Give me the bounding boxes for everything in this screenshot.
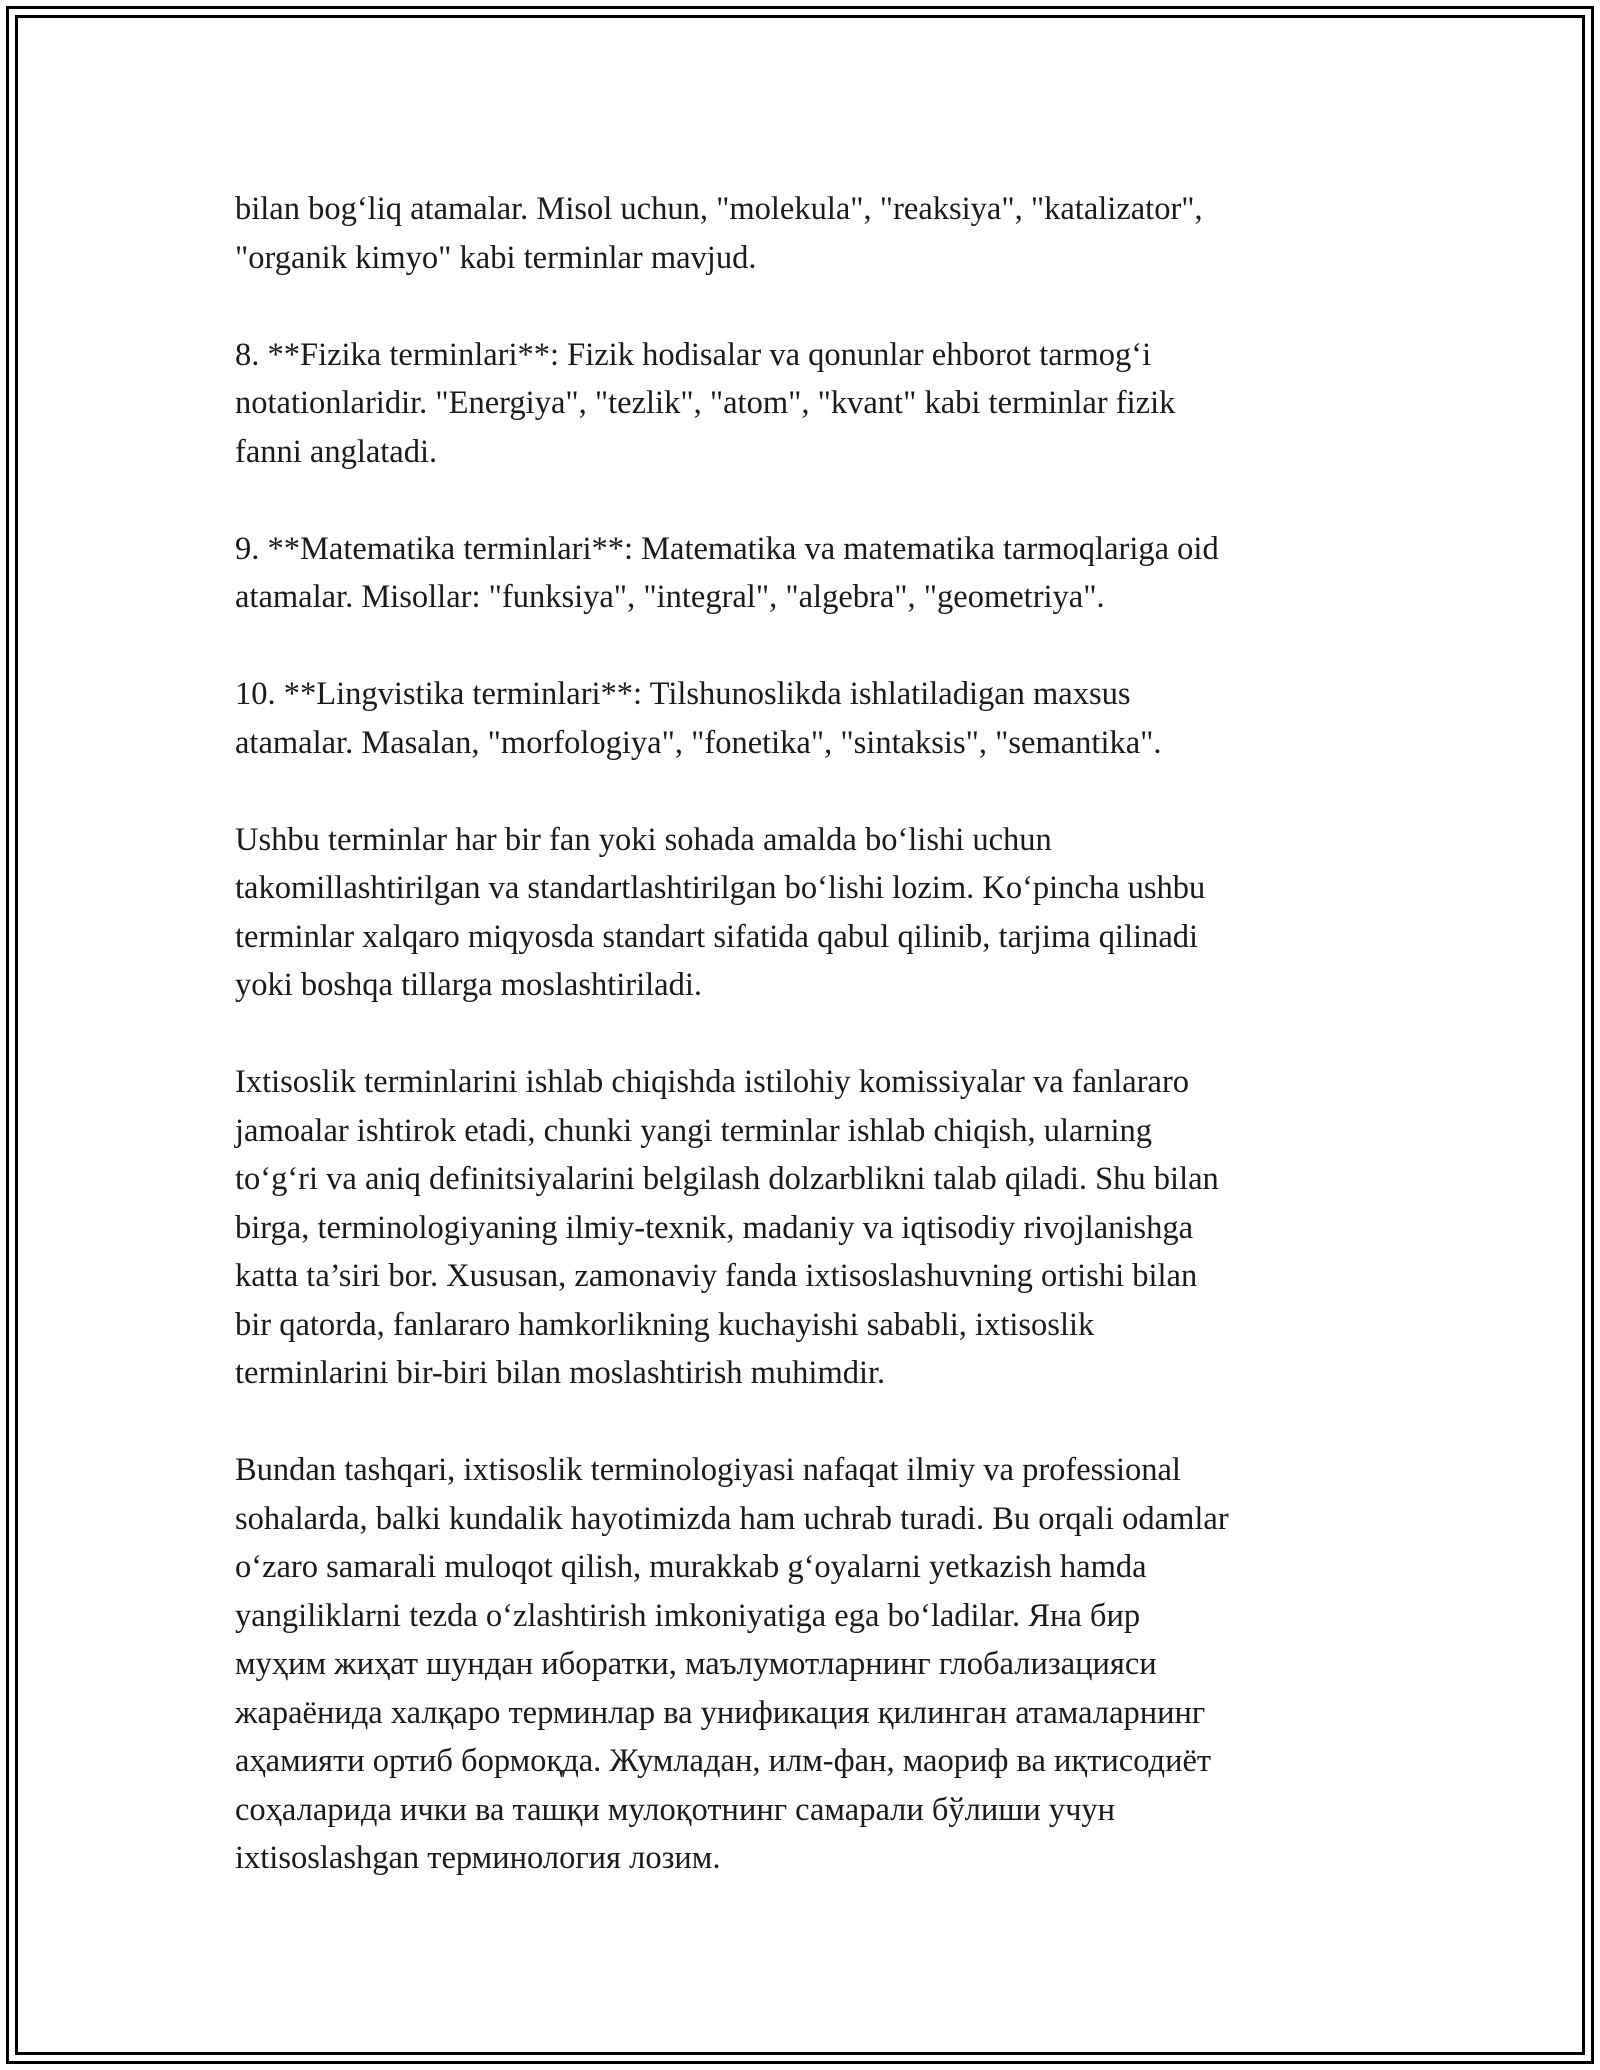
document-body: [235, 185, 1370, 1883]
paragraph-standardization: [235, 816, 1370, 1010]
text-line: yoki boshqa tillarga moslashtiriladi.: [235, 967, 702, 1003]
text-line: fanni anglatadi.: [235, 433, 438, 470]
text-line: notationlaridir. "Energiya", "tezlik", "atom", "kvant" kabi terminlar fizik: [235, 385, 1176, 421]
text-line: terminlar xalqaro miqyosda standart sifatida qabul qilinib, tarjima qilinadi: [235, 918, 1199, 955]
text-line: 8. **Fizika terminlari**: Fizik hodisalar va qonunlar ehborot tarmog‘i: [235, 336, 1152, 373]
text-line: "organik kimyo" kabi terminlar mavjud.: [235, 239, 757, 276]
text-line: Ushbu terminlar har bir fan yoki sohada amalda bo‘lishi uchun: [235, 821, 1052, 858]
text-line: jamoalar ishtirok etadi, chunki yangi terminlar ishlab chiqish, ularning: [235, 1112, 1152, 1149]
text-line: ixtisoslashgan терминология лозим.: [235, 1840, 721, 1876]
paragraph-physics-terms: [235, 331, 1370, 477]
text-line: terminlarini bir-biri bilan moslashtirish muhimdir.: [235, 1355, 886, 1391]
text-line: bilan bog‘liq atamalar. Misol uchun, "molekula", "reaksiya", "katalizator",: [235, 191, 1203, 227]
text-line: yangiliklarni tezda o‘zlashtirish imkoniyatiga ega bo‘ladilar. Яна бир: [235, 1597, 1141, 1634]
text-line: sohalarda, balki kundalik hayotimizda ham uchrab turadi. Bu orqali odamlar: [235, 1500, 1229, 1537]
text-line: atamalar. Masalan, "morfologiya", "fonetika", "sintaksis", "semantika".: [235, 724, 1162, 761]
text-line: o‘zaro samarali muloqot qilish, murakkab g‘oyalarni yetkazish hamda: [235, 1549, 1147, 1585]
paragraph-linguistics-terms: [235, 670, 1370, 767]
text-line: Bundan tashqari, ixtisoslik terminologiyasi nafaqat ilmiy va professional: [235, 1452, 1181, 1488]
text-line: to‘g‘ri va aniq definitsiyalarini belgilash dolzarblikni talab qiladi. Shu bilan: [235, 1161, 1219, 1197]
text-line: atamalar. Misollar: "funksiya", "integral", "algebra", "geometriya".: [235, 579, 1105, 615]
text-line: takomillashtirilgan va standartlashtirilgan bo‘lishi lozim. Ko‘pincha ushbu: [235, 870, 1206, 906]
paragraph-chemistry-terms: [235, 185, 1370, 282]
text-line: 9. **Matematika terminlari**: Matematika va matematika tarmoqlariga oid: [235, 530, 1219, 567]
text-line: аҳамияти ортиб бормоқда. Жумладан, илм-фан, маориф ва иқтисодиёт: [235, 1743, 1212, 1779]
text-line: муҳим жиҳат шундан иборатки, маълумотларнинг глобализацияси: [235, 1646, 1157, 1682]
paragraph-everyday-use: [235, 1446, 1370, 1883]
text-line: 10. **Lingvistika terminlari**: Tilshunoslikda ishlatiladigan maxsus: [235, 676, 1131, 712]
text-line: жараёнида халқаро терминлар ва унификация қилинган атамаларнинг: [235, 1694, 1206, 1731]
text-line: bir qatorda, fanlararo hamkorlikning kuchayishi sababli, ixtisoslik: [235, 1306, 1095, 1343]
paragraph-term-development: [235, 1058, 1370, 1398]
text-line: birga, terminologiyaning ilmiy-texnik, madaniy va iqtisodiy rivojlanishga: [235, 1209, 1194, 1246]
text-line: katta ta’siri bor. Xususan, zamonaviy fanda ixtisoslashuvning ortishi bilan: [235, 1258, 1198, 1294]
paragraph-math-terms: [235, 525, 1370, 622]
text-line: Ixtisoslik terminlarini ishlab chiqishda istilohiy komissiyalar va fanlararo: [235, 1064, 1190, 1100]
text-line: соҳаларида ички ва ташқи мулоқотнинг самарали бўлиши учун: [235, 1791, 1116, 1828]
